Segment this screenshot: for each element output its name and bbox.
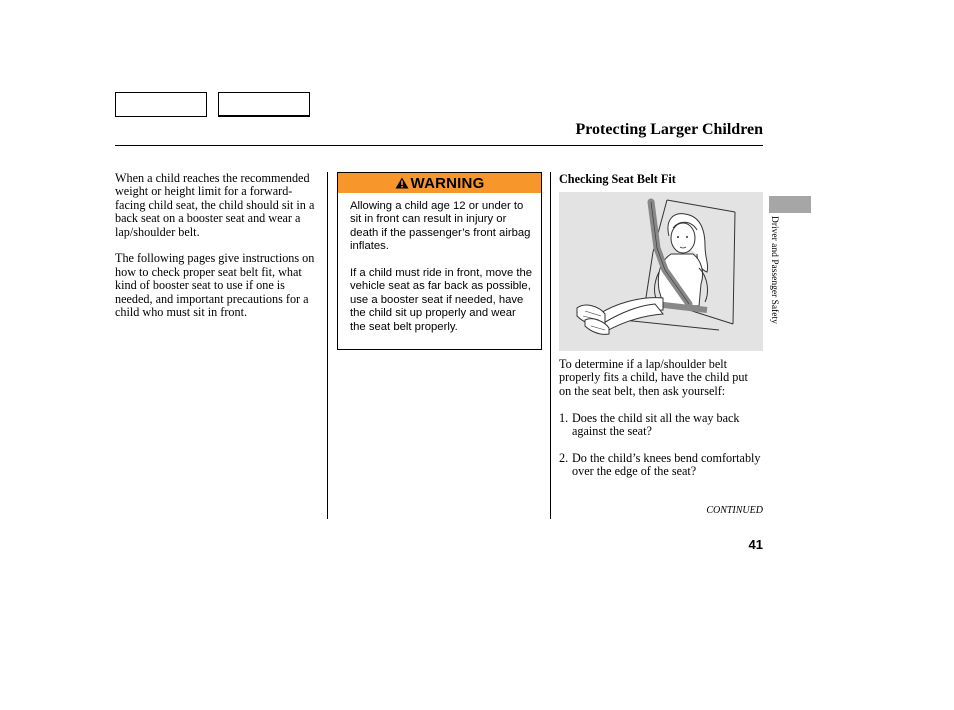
nav-box-1[interactable] xyxy=(115,92,207,117)
fit-intro-paragraph: To determine if a lap/shoulder belt properly fits a child, have the child put on the seat belt, then ask yourself: xyxy=(559,357,748,398)
column-divider-left xyxy=(327,172,328,519)
child-seated-with-seat-belt-illustration xyxy=(559,192,763,351)
warning-paragraph-2: If a child must ride in front, move the vehicle seat as far back as possible, use a booster seat if needed, have the child sit up properly and wear the seat belt properly. xyxy=(350,267,533,333)
list-item-number: 2. xyxy=(559,450,569,465)
warning-box xyxy=(337,172,542,350)
warning-triangle-icon xyxy=(395,177,409,189)
warning-header xyxy=(338,173,541,193)
instructions-paragraph: The following pages give instructions on how to check proper seat belt fit, what kind of booster seat to use if one is needed, and important precautions for a child who must sit in front. xyxy=(115,251,315,320)
list-item xyxy=(559,412,763,439)
warning-title: WARNING xyxy=(410,174,485,192)
warning-body xyxy=(338,193,541,334)
list-item-text: Do the child’s knees bend comfortably over the edge of the seat? xyxy=(572,450,761,479)
page-title: Protecting Larger Children xyxy=(575,121,763,138)
list-item-number: 1. xyxy=(559,410,569,425)
section-side-tab[interactable] xyxy=(769,196,811,213)
right-column-text xyxy=(559,358,763,479)
left-column xyxy=(115,172,321,333)
list-item xyxy=(559,452,763,479)
nav-box-2[interactable] xyxy=(218,92,310,117)
continued-label: CONTINUED xyxy=(706,505,763,516)
column-divider-right xyxy=(550,172,551,519)
warning-paragraph-1: Allowing a child age 12 or under to sit in front can result in injury or death if the passenger’s front airbag inflates. xyxy=(350,200,531,253)
section-subheading: Checking Seat Belt Fit xyxy=(559,172,676,186)
intro-paragraph: When a child reaches the recommended weight or height limit for a forward-facing child seat, the child should sit in a back seat on a booster seat and wear a lap/shoulder belt. xyxy=(115,171,315,239)
list-item-text: Does the child sit all the way back against the seat? xyxy=(572,410,740,439)
title-rule xyxy=(115,145,763,146)
page-number: 41 xyxy=(748,537,763,552)
section-side-label: Driver and Passenger Safety xyxy=(769,216,779,324)
seat-belt-illustration-drawing xyxy=(559,192,763,351)
